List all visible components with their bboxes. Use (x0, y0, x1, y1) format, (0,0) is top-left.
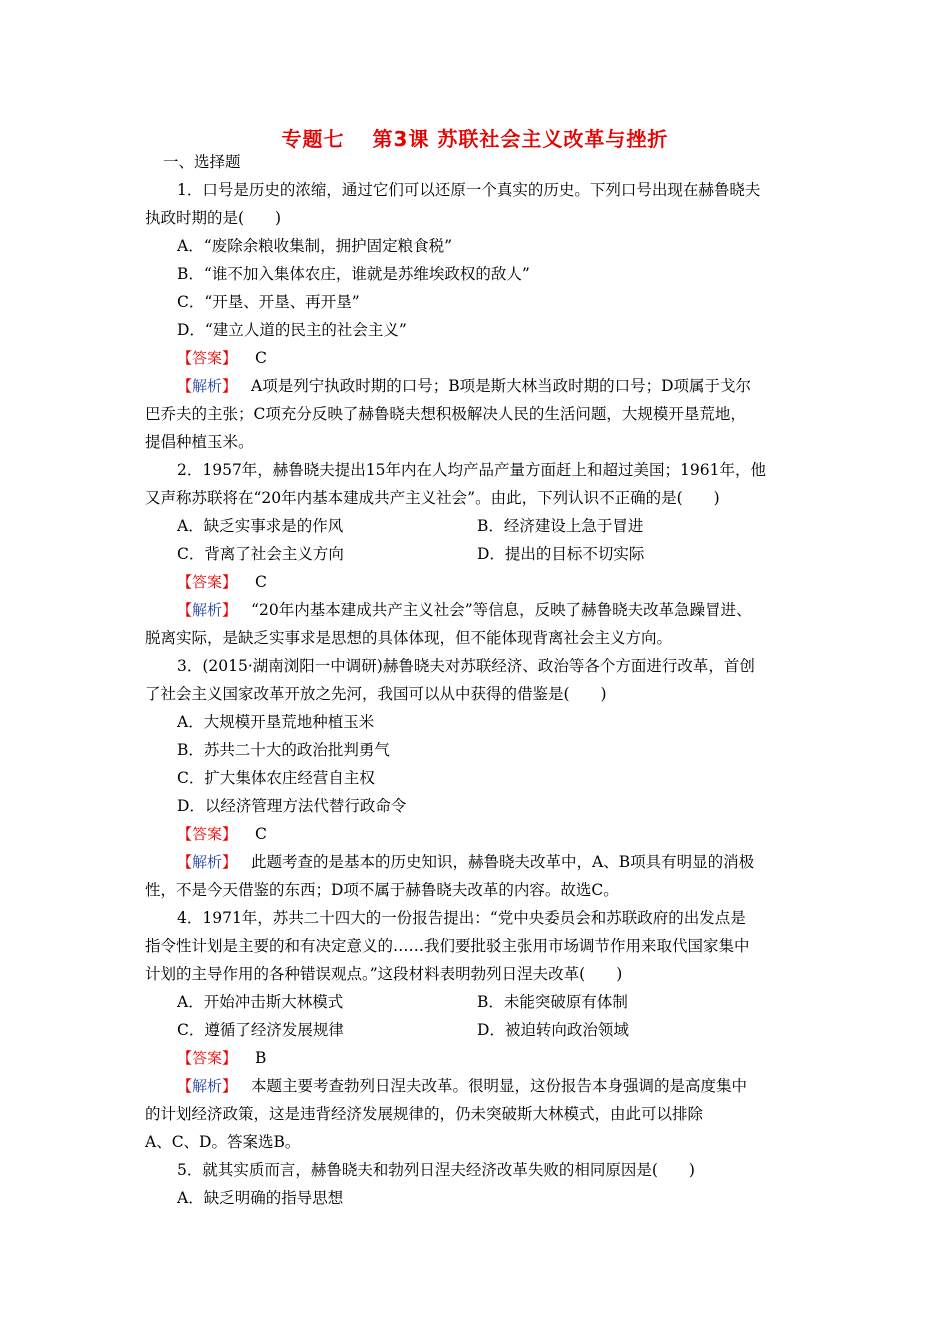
analysis-label: 【解析】 (177, 853, 238, 871)
answer-value: C (255, 825, 267, 843)
answer-line (145, 820, 807, 848)
option-c: C．遵循了经济发展规律 (177, 1021, 344, 1039)
answer-label: 【答案】 (177, 349, 238, 367)
option-d: D．提出的目标不切实际 (477, 545, 645, 563)
analysis-label: 【解析】 (177, 377, 238, 395)
option-c: C．背离了社会主义方向 (177, 545, 344, 563)
analysis-text: 此题考查的是基本的历史知识，赫鲁晓夫改革中，A、B项具有明显的消极 (251, 853, 755, 871)
option-c: C．扩大集体农庄经营自主权 (177, 769, 375, 787)
analysis-text: 本题主要考查勃列日涅夫改革。很明显，这份报告本身强调的是高度集中 (251, 1077, 748, 1095)
question-stem-line: 1．口号是历史的浓缩，通过它们可以还原一个真实的历史。下列口号出现在赫鲁晓夫 (177, 181, 761, 199)
question-1 (145, 176, 807, 456)
analysis-text: 脱离实际，是缺乏实事求是思想的具体体现，但不能体现背离社会主义方向。 (145, 629, 673, 647)
analysis-text: 巴乔夫的主张；C项充分反映了赫鲁晓夫想积极解决人民的生活问题，大规模开垦荒地， (145, 405, 746, 423)
answer-label: 【答案】 (177, 1049, 238, 1067)
analysis-text: 性，不是今天借鉴的东西；D项不属于赫鲁晓夫改革的内容。故选C。 (145, 881, 619, 899)
analysis-line (145, 848, 807, 876)
option-a: A．缺乏实事求是的作风 (177, 517, 344, 535)
option-a: A．“废除余粮收集制，拥护固定粮食税” (177, 237, 453, 255)
analysis-label: 【解析】 (177, 1077, 238, 1095)
answer-value: C (255, 349, 267, 367)
option-d: D．“建立人道的民主的社会主义” (177, 321, 407, 339)
answer-value: B (255, 1049, 267, 1067)
answer-label: 【答案】 (177, 573, 238, 591)
option-a: A．开始冲击斯大林模式 (177, 993, 344, 1011)
option-row (145, 1016, 807, 1044)
answer-line (145, 344, 807, 372)
question-stem-line: 指令性计划是主要的和有决定意义的……我们要批驳主张用市场调节作用来取代国家集中 (145, 937, 750, 955)
question-stem-line: 4．1971年，苏共二十四大的一份报告提出：“党中央委员会和苏联政府的出发点是 (177, 909, 746, 927)
option-a: A．大规模开垦荒地种植玉米 (177, 713, 375, 731)
analysis-line (145, 596, 807, 624)
question-stem-line: 2．1957年，赫鲁晓夫提出15年内在人均产品产量方面赶上和超过美国；1961年，他 (177, 461, 766, 479)
answer-line (145, 568, 807, 596)
option-b: B．苏共二十大的政治批判勇气 (177, 741, 390, 759)
option-b: B．经济建设上急于冒进 (477, 517, 644, 535)
option-b: B．“谁不加入集体农庄，谁就是苏维埃政权的敌人” (177, 265, 530, 283)
question-stem-line: 计划的主导作用的各种错误观点。”这段材料表明勃列日涅夫改革( ) (145, 965, 623, 983)
analysis-text: “20年内基本建成共产主义社会”等信息，反映了赫鲁晓夫改革急躁冒进、 (251, 601, 752, 619)
option-b: B．未能突破原有体制 (477, 993, 628, 1011)
answer-line (145, 1044, 807, 1072)
option-d: D．被迫转向政治领域 (477, 1021, 629, 1039)
question-stem-line: 了社会主义国家改革开放之先河，我国可以从中获得的借鉴是( ) (145, 685, 607, 703)
question-stem-line: 5．就其实质而言，赫鲁晓夫和勃列日涅夫经济改革失败的相同原因是( ) (177, 1161, 695, 1179)
title-topic: 专题七 (281, 127, 345, 151)
option-row (145, 540, 807, 568)
analysis-text: 提倡种植玉米。 (145, 433, 254, 451)
question-5 (145, 1156, 807, 1212)
option-a: A．缺乏明确的指导思想 (177, 1189, 344, 1207)
option-d: D．以经济管理方法代替行政命令 (177, 797, 407, 815)
analysis-text: A项是列宁执政时期的口号；B项是斯大林当政时期的口号；D项属于戈尔 (251, 377, 752, 395)
question-stem-line: 执政时期的是( ) (145, 209, 282, 227)
option-row (145, 988, 807, 1016)
section-heading: 一、选择题 (163, 153, 241, 171)
analysis-label: 【解析】 (177, 601, 238, 619)
answer-value: C (255, 573, 267, 591)
analysis-text: 的计划经济政策，这是违背经济发展规律的，仍未突破斯大林模式，由此可以排除 (145, 1105, 704, 1123)
analysis-line (145, 372, 807, 400)
question-2 (145, 456, 807, 652)
question-3 (145, 652, 807, 904)
title-lesson: 第3课 苏联社会主义改革与挫折 (372, 127, 669, 151)
question-4 (145, 904, 807, 1156)
analysis-line (145, 1072, 807, 1100)
option-row (145, 512, 807, 540)
question-stem-line: 又声称苏联将在“20年内基本建成共产主义社会”。由此，下列认识不正确的是( ) (145, 489, 720, 507)
option-c: C．“开垦、开垦、再开垦” (177, 293, 360, 311)
question-stem-line: 3．(2015·湖南浏阳一中调研)赫鲁晓夫对苏联经济、政治等各个方面进行改革，首创 (177, 657, 755, 675)
analysis-text: A、C、D。答案选B。 (145, 1133, 301, 1151)
document-body (145, 148, 807, 1212)
answer-label: 【答案】 (177, 825, 238, 843)
